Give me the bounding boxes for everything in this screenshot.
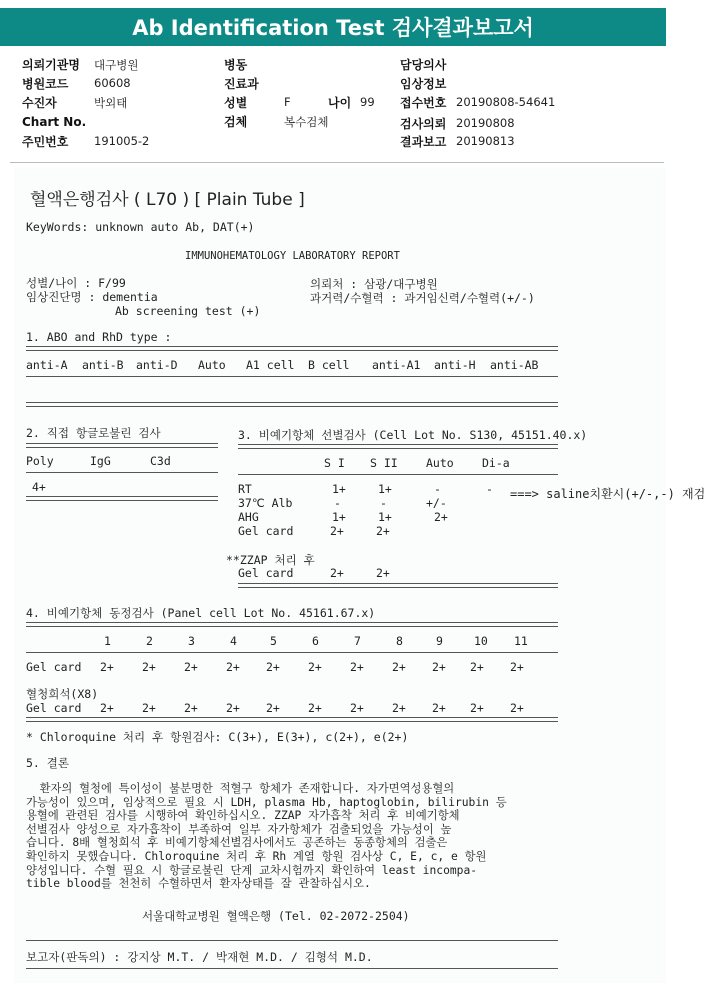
panel-column-10: 10 <box>474 634 488 648</box>
panel-column-7: 7 <box>354 634 361 648</box>
chart-no-label: Chart No. <box>22 115 87 129</box>
screening-row-37c-si: - <box>334 496 341 510</box>
panel-row1-cell-6: 2+ <box>308 660 322 674</box>
abo-header-b-cell: B cell <box>308 358 350 372</box>
panel-row1-cell-11: 2+ <box>510 660 524 674</box>
request-date-value: 20190808 <box>456 116 515 130</box>
conclusion-line: 가능성이 있으며, 임상적으로 필요 시 LDH, plasma Hb, haptoglobin, bilirubin 등 <box>26 795 507 809</box>
panel-rule-bottom <box>26 717 558 722</box>
panel-row1-cell-3: 2+ <box>184 660 198 674</box>
footer-rule <box>26 940 558 941</box>
panel-row2-cell-11: 2+ <box>510 701 524 715</box>
screening-title: 3. 비예기항체 선별검사 (Cell Lot No. S130, 45151.40.x) <box>238 428 588 442</box>
panel-rule-mid <box>26 652 558 653</box>
conclusion-line: 습니다. 8배 혈청희석 후 비예기항체선별검사에서도 공존하는 동종항체의 검출은 <box>26 836 448 850</box>
dat-rule-top <box>26 443 218 448</box>
panel-row1-label: Gel card <box>26 660 82 674</box>
screening-row-rt-dia: - <box>486 482 493 496</box>
screening-row-ahg-label: AHG <box>238 510 259 524</box>
panel-row1-cell-7: 2+ <box>350 660 364 674</box>
panel-row2-cell-5: 2+ <box>266 701 280 715</box>
patient-name-value: 박외태 <box>94 96 128 110</box>
ward-label: 병동 <box>224 58 248 72</box>
accession-no-label: 접수번호 <box>400 96 447 110</box>
hospital-code-value: 60608 <box>94 76 131 90</box>
age-value: 99 <box>360 95 375 109</box>
panel-row2-cell-7: 2+ <box>350 701 364 715</box>
abo-header-auto: Auto <box>198 358 226 372</box>
resident-no-value: 191005-2 <box>94 134 150 148</box>
conclusion-line: 환자의 혈청에 특이성이 불분명한 적혈구 항체가 존재합니다. 자가면역성용혈의 <box>26 782 455 795</box>
patient-name-label: 수진자 <box>22 96 57 110</box>
screening-header-auto: Auto <box>426 456 454 470</box>
panel-row2-cell-10: 2+ <box>470 701 484 715</box>
history-line: 과거력/수혈력 : 과거임신력/수혈력(+/-) <box>310 291 535 305</box>
screening-header-si: S I <box>324 456 345 470</box>
screening-row-37c-sii: - <box>380 496 387 510</box>
institution-line: 서울대학교병원 혈액은행 (Tel. 02-2072-2504) <box>142 909 410 923</box>
screening-header-sii: S II <box>370 456 398 470</box>
resident-no-label: 주민번호 <box>22 135 69 149</box>
diagnosis-extra: Ab screening test (+) <box>115 304 261 318</box>
abo-header-anti-h: anti-H <box>434 358 476 372</box>
specimen-value: 복수검체 <box>284 115 329 129</box>
report-date-label: 결과보고 <box>400 135 447 149</box>
clinical-info-label: 임상정보 <box>400 77 447 91</box>
conclusion-line: 확인하지 못했습니다. Chloroquine 처리 후 Rh 계열 항원 검사상 C, E, c, e 항원 <box>26 850 487 863</box>
dat-rule-bottom <box>26 496 218 501</box>
screening-note: ===> saline치환시(+/-,-) 재검 <box>510 487 705 501</box>
screening-rule-top <box>238 444 558 449</box>
screening-row-rt-auto: - <box>434 482 441 496</box>
dat-header-c3d: C3d <box>150 454 171 468</box>
requester-line: 의뢰처 : 삼광/대구병원 <box>310 277 438 291</box>
panel-column-11: 11 <box>514 634 528 648</box>
screening-row-ahg-si: 1+ <box>332 510 346 524</box>
panel-column-2: 2 <box>146 634 153 648</box>
conclusion-line: 용혈에 관련된 검사를 시행하여 확인하십시오. ZZAP 자가흡착 처리 후 비예기항체 <box>26 809 460 823</box>
screening-rule-bottom <box>238 583 558 588</box>
zzap-row-si: 2+ <box>330 566 344 580</box>
abo-rule-mid <box>26 376 558 377</box>
hospital-code-label: 병원코드 <box>22 77 69 91</box>
specimen-label: 검체 <box>224 115 248 129</box>
request-date-label: 검사의뢰 <box>400 117 447 131</box>
panel-column-4: 4 <box>230 634 237 648</box>
panel-column-6: 6 <box>312 634 319 648</box>
sex-value: F <box>284 95 291 109</box>
zzap-row-sii: 2+ <box>376 566 390 580</box>
abo-header-anti-b: anti-B <box>82 358 124 372</box>
hospital-name-label: 의뢰기관명 <box>22 58 80 72</box>
sex-label: 성별 <box>224 96 248 110</box>
dat-header-igg: IgG <box>90 454 111 468</box>
screening-row-rt-si: 1+ <box>332 482 346 496</box>
diagnosis-line: 임상진단명 : dementia <box>26 290 158 304</box>
panel-row2-cell-2: 2+ <box>142 701 156 715</box>
footer-rule-bottom <box>26 968 558 969</box>
abo-title: 1. ABO and RhD type : <box>26 330 172 344</box>
panel-row2-cell-8: 2+ <box>392 701 406 715</box>
chloroquine-result: * Chloroquine 처리 후 항원검사: C(3+), E(3+), c(2+), e(2+) <box>26 730 409 744</box>
conclusion-line: 양성입니다. 수혈 필요 시 항글로불린 단계 교차시험까지 확인하여 least incompa- <box>26 863 478 877</box>
abo-header-anti-a1: anti-A1 <box>372 358 421 372</box>
screening-row-rt-sii: 1+ <box>378 482 392 496</box>
lab-heading: IMMUNOHEMATOLOGY LABORATORY REPORT <box>185 250 400 262</box>
dat-value-poly: 4+ <box>32 480 46 494</box>
screening-row-37c-label: 37℃ Alb <box>238 496 293 510</box>
screening-rule-mid <box>238 474 558 475</box>
panel-row1-cell-1: 2+ <box>100 660 114 674</box>
report-date-value: 20190813 <box>456 134 515 148</box>
panel-row1-cell-5: 2+ <box>266 660 280 674</box>
abo-rule-bottom <box>26 402 558 407</box>
sex-age-line: 성별/나이 : F/99 <box>26 276 126 290</box>
conclusion-title: 5. 결론 <box>26 756 69 770</box>
panel-row1-cell-10: 2+ <box>470 660 484 674</box>
abo-rule-top <box>26 346 558 351</box>
patient-header <box>22 54 662 150</box>
abo-header-a1-cell: A1 cell <box>246 358 295 372</box>
panel-row1-cell-2: 2+ <box>142 660 156 674</box>
screening-row-gel-label: Gel card <box>238 524 294 538</box>
panel-row2-cell-9: 2+ <box>432 701 446 715</box>
panel-row1-cell-9: 2+ <box>432 660 446 674</box>
panel-column-1: 1 <box>104 634 111 648</box>
age-label: 나이 <box>328 96 352 110</box>
panel-row1-cell-4: 2+ <box>226 660 240 674</box>
panel-row2-cell-4: 2+ <box>226 701 240 715</box>
screening-row-gel-sii: 2+ <box>376 524 390 538</box>
panel-row2-cell-3: 2+ <box>184 701 198 715</box>
physician-label: 담당의사 <box>400 58 447 72</box>
screening-row-gel-si: 2+ <box>330 524 344 538</box>
dat-rule-mid <box>26 472 218 473</box>
panel-row2-cell-1: 2+ <box>100 701 114 715</box>
screening-row-37c-auto: +/- <box>426 496 447 510</box>
zzap-row-label: Gel card <box>238 566 294 580</box>
panel-row2-label: Gel card <box>26 701 82 715</box>
dilution-title: 혈청희석(X8) <box>26 687 99 701</box>
keywords: KeyWords: unknown auto Ab, DAT(+) <box>26 220 255 234</box>
abo-header-anti-ab: anti-AB <box>490 358 539 372</box>
section-title: 혈액은행검사 ( L70 ) [ Plain Tube ] <box>30 190 305 210</box>
panel-column-8: 8 <box>396 634 403 648</box>
header-divider <box>10 162 664 163</box>
panel-column-9: 9 <box>436 634 443 648</box>
accession-no-value: 20190808-54641 <box>456 95 556 109</box>
panel-column-5: 5 <box>270 634 277 648</box>
panel-rule-top <box>26 622 558 627</box>
screening-row-ahg-auto: 2+ <box>434 510 448 524</box>
report-title-bar <box>0 8 666 46</box>
hospital-name-value: 대구병원 <box>94 58 139 72</box>
screening-header-dia: Di-a <box>482 456 510 470</box>
reporter-line: 보고자(판독의) : 강지상 M.T. / 박재현 M.D. / 김형석 M.D. <box>26 950 373 964</box>
conclusion-line: tible blood를 천천히 수혈하면서 환자상태를 잘 관찰하십시오. <box>26 877 371 891</box>
abo-header-anti-d: anti-D <box>136 358 178 372</box>
panel-row1-cell-8: 2+ <box>392 660 406 674</box>
panel-column-3: 3 <box>188 634 195 648</box>
panel-row2-cell-6: 2+ <box>308 701 322 715</box>
abo-header-anti-a: anti-A <box>26 358 68 372</box>
dat-title: 2. 직접 항글로불린 검사 <box>26 426 161 440</box>
report-title: Ab Identification Test 검사결과보고서 <box>132 16 534 40</box>
department-label: 진료과 <box>224 77 259 91</box>
zzap-title: **ZZAP 처리 후 <box>226 553 315 567</box>
conclusion-line: 선별검사 양성으로 자가흡착이 부족하여 일부 자가항체가 검출되었을 가능성이 높 <box>26 822 452 836</box>
screening-row-ahg-sii: 1+ <box>378 510 392 524</box>
panel-title: 4. 비예기항체 동정검사 (Panel cell Lot No. 45161.67.x) <box>26 606 376 620</box>
dat-header-poly: Poly <box>26 454 54 468</box>
screening-row-rt-label: RT <box>238 482 252 496</box>
